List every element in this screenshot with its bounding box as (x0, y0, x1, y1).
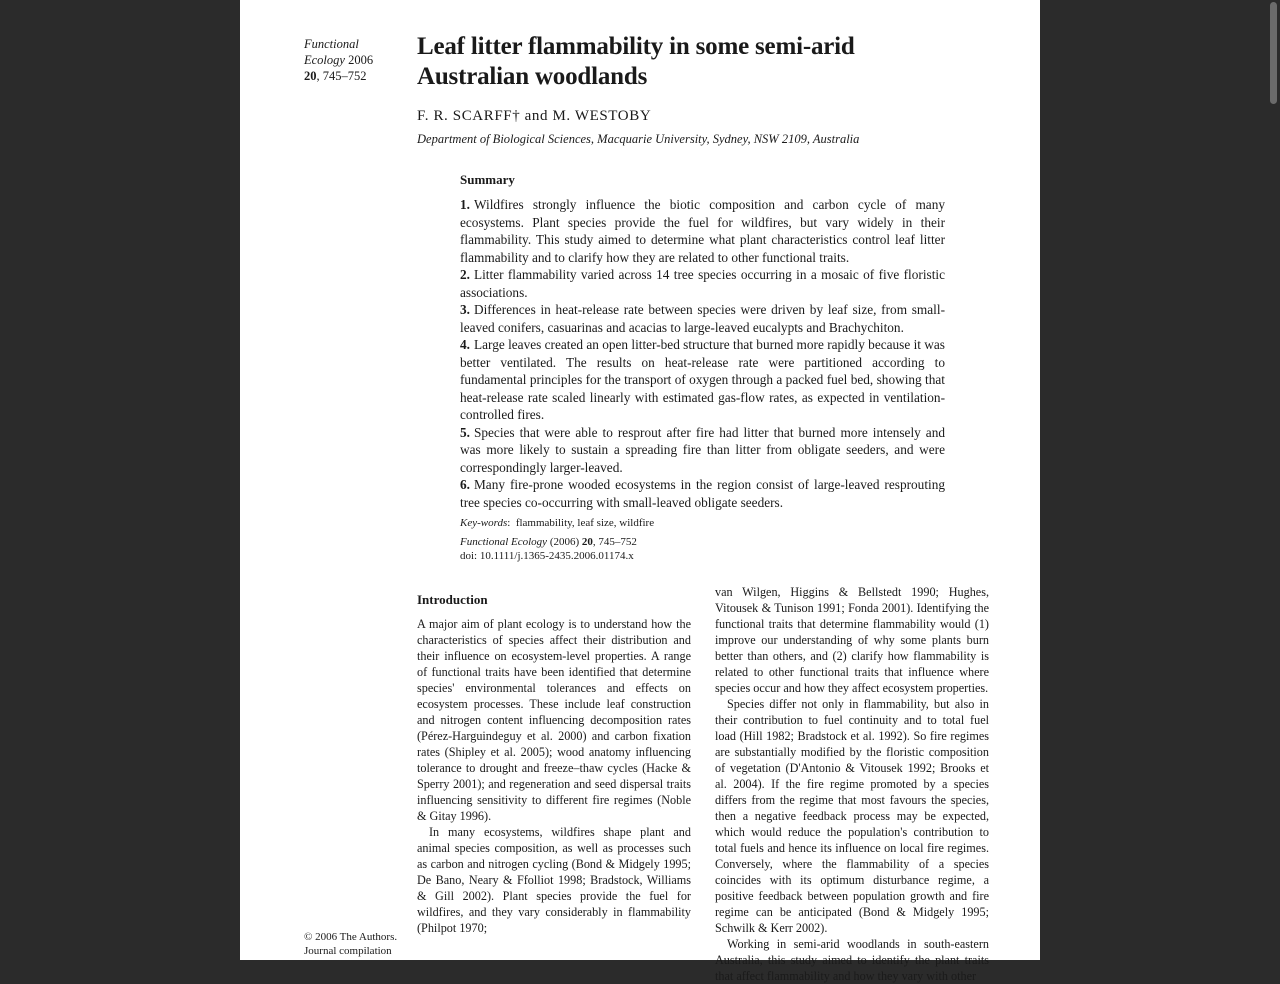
keywords-list: flammability, leaf size, wildfire (515, 517, 655, 529)
summary-item: 6. Many fire-prone wooded ecosystems in the region consist of large-leaved resprouting tree species co-occurring with small-leaved obligate seeders. (460, 477, 945, 510)
article-affiliation: Department of Biological Sciences, Macquarie University, Sydney, NSW 2109, Australia (417, 132, 860, 146)
journal-pages: , 745–752 (316, 69, 367, 83)
article-authors: F. R. SCARFF† and M. WESTOBY (417, 108, 652, 124)
doi: doi: 10.1111/j.1365-2435.2006.01174.x (460, 550, 634, 562)
summary-item: 5. Species that were able to resprout after fire had litter that burned more intensely and was more likely to sustain a spreading fire than litter from obligate seeders, and were correspondingly larger-leaved. (460, 424, 945, 475)
summary-item: 2. Litter flammability varied across 14 tree species occurring in a mosaic of five floristic associations. (460, 267, 945, 300)
journal-name-line2: Ecology (304, 53, 345, 67)
journal-citation (304, 36, 373, 84)
summary-heading: Summary (460, 172, 515, 187)
copyright-notice: © 2006 The Authors. Journal compilation (304, 931, 398, 957)
introduction-heading: Introduction (417, 592, 488, 607)
journal-year: 2006 (348, 53, 374, 67)
body-paragraph: In many ecosystems, wildfires shape plant and animal species composition, as well as processes such as carbon and nitrogen cycling (Bond & Midgely 1995; De Bano, Neary & Ffolliot 1998; Bradstock, Williams & Gill 2002). Plant species provide the fuel for wildfires, and they vary considerably in flammability (Philpot 1970; (417, 825, 691, 935)
body-paragraph: Working in semi-arid woodlands in south-eastern Australia, this study aimed to identify the plant traits that affect flammability and how they vary with other (715, 937, 989, 983)
body-column-left (417, 592, 691, 936)
body-paragraph: A major aim of plant ecology is to understand how the characteristics of species affect their distribution and their influence on ecosystem-level properties. A range of functional traits have been identified that determine species' environmental tolerances and effects on ecosystem processes. These include leaf construction and nitrogen content influencing decomposition rates (Pérez-Harguindeguy et al. 2000) and carbon fixation rates (Shipley et al. 2005); wood anatomy influencing tolerance to drought and freeze–thaw cycles (Hacke & Sperry 2001); and regeneration and seed dispersal traits influencing sensitivity to different fire regimes (Noble & Gitay 1996). (417, 617, 691, 823)
keywords: Key-words: flammability, leaf size, wildfire (460, 517, 655, 529)
scrollbar[interactable] (1268, 0, 1280, 960)
body-paragraph: Species differ not only in flammability, but also in their contribution to fuel continuity and to total fuel load (Hill 1982; Bradstock et al. 1992). So fire regimes are substantially modified by the floristic composition of vegetation (D'Antonio & Vitousek 1992; Brooks et al. 2004). If the fire regime promoted by a species differs from the regime that most favours the species, then a negative feedback process may be expected, which would reduce the population's contribution to total fuels and hence its influence on local fire regimes. Conversely, where the flammability of a species coincides with its optimum disturbance regime, a positive feedback between population growth and fire regime can be anticipated (Bond & Midgely 1995; Schwilk & Kerr 2002). (715, 697, 989, 935)
journal-name-line1: Functional (304, 37, 359, 51)
body-paragraph: van Wilgen, Higgins & Bellstedt 1990; Hughes, Vitousek & Tunison 1991; Fonda 2001). Identifying the functional traits that determine flammability would (1) improve our understanding of why some plants burn better than others, and (2) clarify how flammability is related to other functional traits that influence where species occur and how they affect ecosystem properties. (715, 585, 989, 695)
keywords-label: Key-words (460, 517, 508, 529)
summary-section (460, 172, 945, 563)
journal-volume: 20 (304, 69, 317, 83)
citation: Functional Ecology (2006) 20, 745–752 doi: 10.1111/j.1365-2435.2006.01174.x (460, 536, 637, 562)
paper-page (240, 0, 1040, 983)
summary-item: 4. Large leaves created an open litter-bed structure that burned more rapidly because it was better ventilated. The results on heat-release rate were partitioned according to fundamental principles for the transport of oxygen through a packed fuel bed, showing that heat-release rate scaled linearly with estimated gas-flow rates, as expected in ventilation-controlled fires. (460, 337, 945, 422)
scrollbar-thumb[interactable] (1270, 2, 1277, 104)
summary-item: 1. Wildfires strongly influence the biotic composition and carbon cycle of many ecosystems. Plant species provide the fuel for wildfires, but vary widely in their flammability. This study aimed to determine what plant characteristics control leaf litter flammability and to clarify how they are related to other functional traits. (460, 197, 945, 265)
article-title: Leaf litter flammability in some semi-arid Australian woodlands (417, 33, 855, 90)
summary-item: 3. Differences in heat-release rate between species were driven by leaf size, from small-leaved conifers, casuarinas and acacias to large-leaved eucalypts and Brachychiton. (460, 302, 945, 335)
body-column-right (715, 584, 989, 984)
